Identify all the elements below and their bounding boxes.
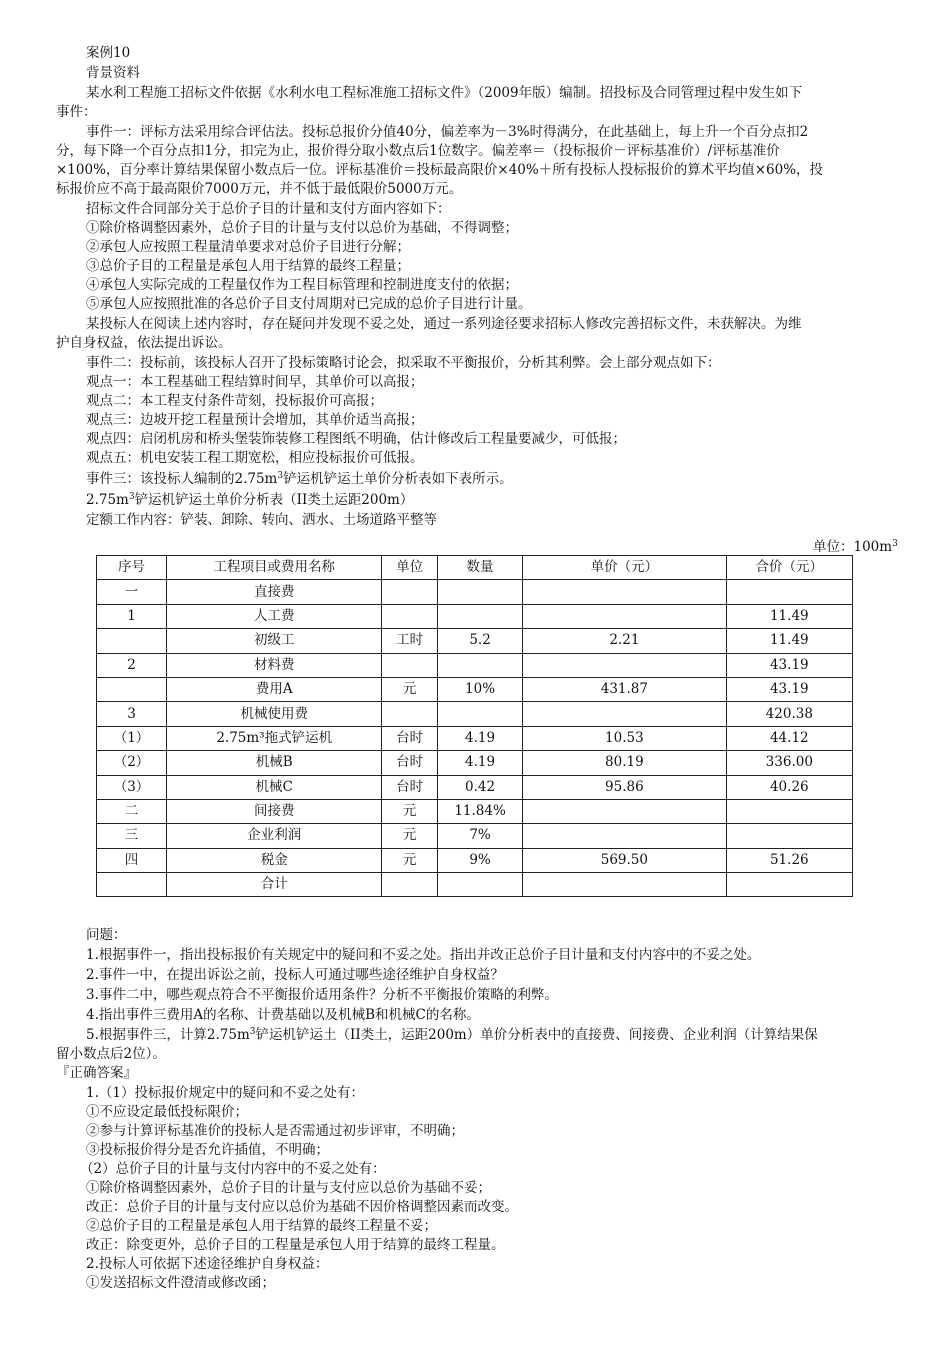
table-cell: 4.19: [437, 726, 522, 750]
event1-line: ×100%，百分率计算结果保留小数点后一位。评标基准价＝投标最高限价×40%＋所有投标人投标报价的算术平均值×60%，投: [56, 162, 824, 178]
table-cell: 95.86: [523, 775, 726, 799]
table-cell: 2.75m³拖式铲运机: [167, 726, 382, 750]
table-cell: 机械C: [167, 775, 382, 799]
table-cell: [97, 629, 167, 653]
table-cell: （1）: [97, 726, 167, 750]
table-cell: [437, 604, 522, 628]
question-item: 留小数点后2位）。: [56, 1046, 166, 1062]
table-cell: [97, 873, 167, 897]
answer-line: （2）总价子目的计量与支付内容中的不妥之处有：: [80, 1161, 386, 1177]
answer-line: ①发送招标文件澄清或修改函；: [86, 1275, 275, 1291]
answer-line: ②总价子目的工程量是承包人用于结算的最终工程量不妥；: [86, 1218, 437, 1234]
table-cell: [382, 604, 438, 628]
case-title: 案例10: [86, 45, 131, 61]
table-row: [97, 726, 853, 750]
table-cell: 40.26: [726, 775, 852, 799]
answer-line: ①除价格调整因素外，总价子目的计量与支付应以总价为基础不妥；: [86, 1180, 491, 1196]
table-cell: [437, 873, 522, 897]
table-cell: [726, 824, 852, 848]
table-cell: [97, 677, 167, 701]
answer-line: ①不应设定最低投标限价；: [86, 1104, 248, 1120]
intro-line: 事件：: [56, 104, 97, 120]
table-cell: 44.12: [726, 726, 852, 750]
table-cell: 1: [97, 604, 167, 628]
table-cell: [523, 604, 726, 628]
table-cell: [523, 653, 726, 677]
bidder-line: 某投标人在阅读上述内容时，存在疑问并发现不妥之处，通过一系列途径要求招标人修改完善招标文件，未获解决。为维: [86, 316, 802, 332]
table-row: [97, 653, 853, 677]
table-cell: 台时: [382, 726, 438, 750]
table-cell: 0.42: [437, 775, 522, 799]
table-cell: 7%: [437, 824, 522, 848]
table-row: [97, 580, 853, 604]
table-cell: [437, 702, 522, 726]
clause-item: ②承包人应按照工程量清单要求对总价子目进行分解；: [86, 239, 410, 255]
table-cell: 元: [382, 677, 438, 701]
clause-item: ①除价格调整因素外，总价子目的计量与支付以总价为基础，不得调整；: [86, 220, 518, 236]
table-cell: 11.49: [726, 604, 852, 628]
table-row: [97, 775, 853, 799]
header-cell: 单价（元）: [523, 556, 726, 580]
table-cell: 机械B: [167, 751, 382, 775]
table-row: [97, 677, 853, 701]
header-cell: 数量: [437, 556, 522, 580]
table-row: [97, 629, 853, 653]
table-cell: 10%: [437, 677, 522, 701]
table-cell: 三: [97, 824, 167, 848]
answer-tag: 『正确答案』: [56, 1065, 137, 1081]
header-cell: 工程项目或费用名称: [167, 556, 382, 580]
table-cell: 元: [382, 799, 438, 823]
table-cell: 80.19: [523, 751, 726, 775]
table-cell: [523, 580, 726, 604]
question-item: 3.事件二中，哪些观点符合不平衡报价适用条件？分析不平衡报价策略的利弊。: [86, 987, 558, 1003]
question-item: 4.指出事件三费用A的名称、计费基础以及机械B和机械C的名称。: [86, 1007, 480, 1023]
table-unit: 单位：$100m^3$: [813, 539, 898, 555]
table-cell: （2）: [97, 751, 167, 775]
answer-line: ②参与计算评标基准价的投标人是否需通过初步评审，不明确；: [86, 1123, 464, 1139]
clause-item: ④承包人实际完成的工程量仅作为工程目标管理和控制进度支付的依据；: [86, 277, 518, 293]
table-cell: 43.19: [726, 677, 852, 701]
table-cell: [382, 702, 438, 726]
table-cell: [382, 653, 438, 677]
table-cell: 元: [382, 824, 438, 848]
table-row: [97, 824, 853, 848]
table-cell: 初级工: [167, 629, 382, 653]
table-cell: [726, 580, 852, 604]
background-label: 背景资料: [86, 65, 140, 81]
table-cell: 台时: [382, 751, 438, 775]
table-cell: 2.21: [523, 629, 726, 653]
question-item: 2.事件一中，在提出诉讼之前，投标人可通过哪些途径维护自身权益？: [86, 967, 504, 983]
question-item: 1.根据事件一，指出投标报价有关规定中的疑问和不妥之处。指出并改正总价子目计量和支付内容中的不妥之处。: [86, 947, 761, 963]
header-cell: 单位: [382, 556, 438, 580]
table-cell: 431.87: [523, 677, 726, 701]
table-title: $2.75m^3$铲运机铲运土单价分析表（II类土运距200m）: [86, 492, 414, 508]
answer-line: 改正：总价子目的计量与支付应以总价为基础不因价格调整因素而改变。: [86, 1199, 518, 1215]
table-cell: （3）: [97, 775, 167, 799]
table-cell: [437, 653, 522, 677]
table-cell: 4.19: [437, 751, 522, 775]
event1-line: 分，每下降一个百分点扣1分，扣完为止，报价得分取小数点后1位数字。偏差率＝（投标报价－评标基准价）/评标基准价: [56, 143, 780, 159]
table-cell: 税金: [167, 848, 382, 872]
table-cell: 10.53: [523, 726, 726, 750]
answer-line: 1.（1）投标报价规定中的疑问和不妥之处有：: [86, 1085, 364, 1101]
answer-line: 2.投标人可依据下述途径维护自身权益：: [86, 1256, 329, 1272]
table-cell: [726, 799, 852, 823]
event1-line: 事件一：评标方法采用综合评估法。投标总报价分值40分，偏差率为－3%时得满分，在此基础上，每上升一个百分点扣2: [86, 124, 809, 140]
table-cell: 11.49: [726, 629, 852, 653]
event3-line: 事件三：该投标人编制的$2.75m^3$铲运机铲运土单价分析表如下表所示。: [86, 471, 513, 487]
table-cell: [382, 873, 438, 897]
table-cell: 11.84%: [437, 799, 522, 823]
table-cell: 420.38: [726, 702, 852, 726]
view-item: 观点三：边坡开挖工程量预计会增加，其单价适当高报；: [86, 412, 424, 428]
table-cell: [523, 702, 726, 726]
table-cell: [726, 873, 852, 897]
table-cell: 元: [382, 848, 438, 872]
table-cell: [523, 799, 726, 823]
table-cell: 51.26: [726, 848, 852, 872]
table-cell: 一: [97, 580, 167, 604]
table-cell: 336.00: [726, 751, 852, 775]
table-cell: [523, 873, 726, 897]
table-row: [97, 799, 853, 823]
table-cell: [382, 580, 438, 604]
table-cell: 2: [97, 653, 167, 677]
table-cell: 5.2: [437, 629, 522, 653]
table-cell: 四: [97, 848, 167, 872]
header-cell: 合价（元）: [726, 556, 852, 580]
table-cell: 企业利润: [167, 824, 382, 848]
table-cell: 合计: [167, 873, 382, 897]
table-cell: 9%: [437, 848, 522, 872]
table-cell: [437, 580, 522, 604]
questions-label: 问题：: [86, 927, 127, 943]
table-cell: 机械使用费: [167, 702, 382, 726]
clause-item: ⑤承包人应按照批准的各总价子目支付周期对已完成的总价子目进行计量。: [86, 296, 532, 312]
answer-line: ③投标报价得分是否允许插值，不明确；: [86, 1142, 329, 1158]
table-cell: 费用A: [167, 677, 382, 701]
table-header-row: [97, 556, 853, 580]
view-item: 观点一：本工程基础工程结算时间早，其单价可以高报；: [86, 374, 424, 390]
view-item: 观点二：本工程支付条件苛刻，投标报价可高报；: [86, 393, 383, 409]
event2-line: 事件二：投标前，该投标人召开了投标策略讨论会，拟采取不平衡报价，分析其利弊。会上部分观点如下：: [86, 355, 721, 371]
bidder-line: 护自身权益，依法提出诉讼。: [56, 335, 232, 351]
table-cell: 台时: [382, 775, 438, 799]
table-cell: 间接费: [167, 799, 382, 823]
table-cell: 直接费: [167, 580, 382, 604]
table-cell: 569.50: [523, 848, 726, 872]
clause-intro: 招标文件合同部分关于总价子目的计量和支付方面内容如下：: [86, 201, 451, 217]
view-item: 观点四：启闭机房和桥头堡装饰装修工程图纸不明确，估计修改后工程量要减少，可低报；: [86, 431, 626, 447]
view-item: 观点五：机电安装工程工期宽松，相应投标报价可低报。: [86, 450, 424, 466]
table-cell: 材料费: [167, 653, 382, 677]
question-item: 5.根据事件三，计算$2.75m^3$铲运机铲运土（II类土，运距200m）单价分析表中的直接费、间接费、企业利润（计算结果保: [86, 1027, 818, 1043]
table-row: [97, 702, 853, 726]
table-cell: 二: [97, 799, 167, 823]
table-cell: 3: [97, 702, 167, 726]
table-cell: [523, 824, 726, 848]
table-cell: 43.19: [726, 653, 852, 677]
table-cell: 工时: [382, 629, 438, 653]
clause-item: ③总价子目的工程量是承包人用于结算的最终工程量；: [86, 258, 410, 274]
event1-line: 标报价应不高于最高限价7000万元，并不低于最低限价5000万元。: [56, 181, 463, 197]
table-cell: 人工费: [167, 604, 382, 628]
table-row: [97, 848, 853, 872]
table-row: [97, 751, 853, 775]
header-cell: 序号: [97, 556, 167, 580]
table-row: [97, 873, 853, 897]
unit-price-table: [96, 555, 853, 897]
work-content: 定额工作内容：铲装、卸除、转向、洒水、土场道路平整等: [86, 512, 437, 528]
answer-line: 改正：除变更外，总价子目的工程量是承包人用于结算的最终工程量。: [86, 1237, 505, 1253]
intro-line: 某水利工程施工招标文件依据《水利水电工程标准施工招标文件》（2009年版）编制。招投标及合同管理过程中发生如下: [86, 85, 803, 101]
table-row: [97, 604, 853, 628]
